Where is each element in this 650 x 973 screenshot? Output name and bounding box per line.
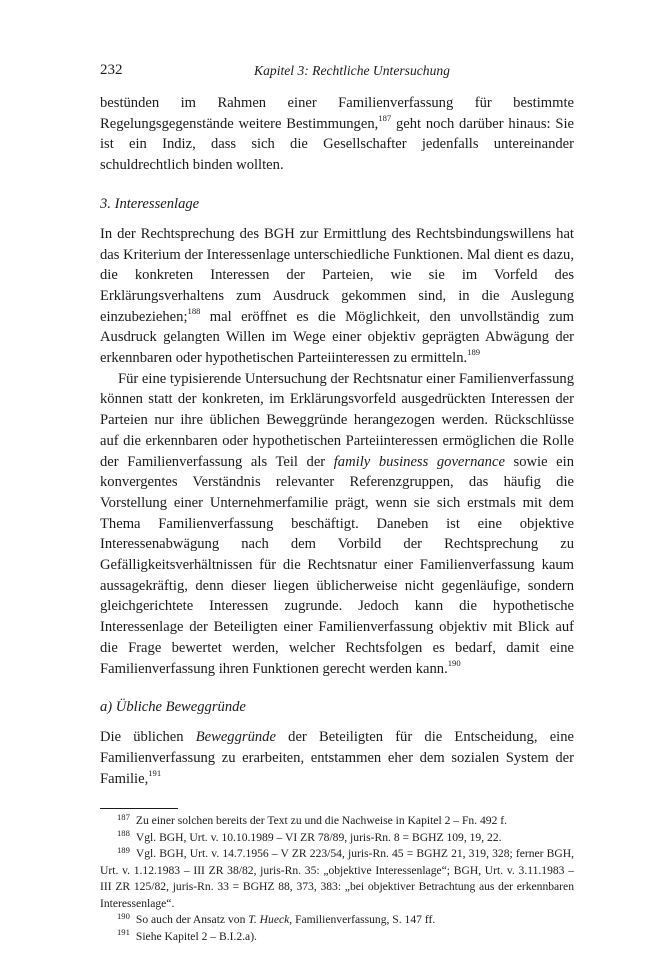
footnote-ref-191[interactable]: 191 <box>148 767 162 778</box>
paragraph-beweggruende-1: Die üblichen Beweggründe der Beteiligten für die Entscheidung, eine Familienverfassung zu erarbeiten, entstammen eher dem sozialen System der Familie,$^{191}$ <box>100 729 574 787</box>
body-text <box>100 93 574 789</box>
footnote-189: 189 Vgl. BGH, Urt. v. 14.7.1956 – V ZR 223/54, juris-Rn. 45 = BGHZ 21, 319, 328; ferner BGH, Urt. v. 1.12.1983 – III ZR 38/82, juris-Rn. 35: „objektive Interessenlage“; BGH, Urt. v. 3.11.1983 – III ZR 125/82, juris-Rn. 33 = BGHZ 88, 373, 383: „bei objektiver Betrachtung aus der erkennbaren Interessenlage“. <box>100 844 574 910</box>
footnote-188: 188 Vgl. BGH, Urt. v. 10.10.1989 – VI ZR 78/89, juris-Rn. 8 = BGHZ 109, 19, 22. <box>117 828 502 844</box>
paragraph-interessenlage-2: Für eine typisierende Untersuchung der Rechtsnatur einer Familienverfassung können statt der konkreten, im Erklärungsvorfeld ausgedrückten Interessen der Parteien nur ihre üblichen Beweggründe herangezogen werden. Rückschlüsse auf die erkennbaren oder hypothetischen Parteiinteressen ermöglichen die Rolle der Familienverfassung als Teil der family business governance sowie ein konvergentes Verständnis relevanter Referenzgruppen, das häufig die Vorstellung einer Unternehmerfamilie prägt, wenn sie sich erstmals mit dem Thema Familienverfassung beschäftigt. Daneben ist eine objektive Interessenabwägung nach dem Vorbild der Rechtsprechung zu Gefälligkeitsverhältnissen für die Rechtsnatur einer Familienverfassung kaum aussagekräftig, denn dieser liegen üblicherweise nicht gegenläufige, sondern gleichgerichtete Interessen zugrunde. Jedoch kann die hypothetische Interessenlage der Beteiligten einer Familienverfassung objektiv mit Blick auf die Frage bewertet werden, welcher Rechtsfolgen es bedarf, damit eine Familienverfassung ihren Funktionen gerecht werden kann.$^{190}$ <box>100 370 574 677</box>
paragraph-interessenlage-1: In der Rechtsprechung des BGH zur Ermittlung des Rechtsbindungswillens hat das Kriterium der Interessenlage unterschiedliche Funktionen. Mal dient es dazu, die konkreten Interessen der Parteien, wie sie im Vorfeld des Erklärungsverhaltens zum Ausdruck gekommen sind, in die Auslegung einzubeziehen;$^{188}$ mal eröffnet es die Möglichkeit, den unvollständig zum Ausdruck gelangten Willen im Wege einer objektiv geprägten Abwägung der erkennbaren oder hypothetischen Parteiinteressen zu ermitteln.$^{189}$ <box>100 225 574 367</box>
footnotes <box>100 813 574 945</box>
running-title: Kapitel 3: Rechtliche Untersuchung <box>254 63 450 78</box>
footnote-191: 191 Siehe Kapitel 2 – B.I.2.a). <box>117 927 257 943</box>
emphasis-term: Beweggründe <box>195 729 276 746</box>
footnote-ref-187[interactable]: 187 <box>378 112 392 123</box>
footnote-ref-188[interactable]: 188 <box>187 305 201 316</box>
running-header <box>100 62 574 82</box>
author-name: T. Hueck <box>248 913 290 927</box>
footnote-separator <box>100 808 178 809</box>
section-heading-interessenlage: 3. Interessenlage <box>100 195 200 212</box>
footnote-ref-190[interactable]: 190 <box>447 657 461 668</box>
emphasis-term: family business governance <box>333 453 505 470</box>
footnote-187: 187 Zu einer solchen bereits der Text zu und die Nachweise in Kapitel 2 – Fn. 492 f. <box>117 811 508 828</box>
footnote-190: 190 So auch der Ansatz von T. Hueck, Familienverfassung, S. 147 ff. <box>117 910 436 927</box>
book-page <box>100 62 574 945</box>
section-heading-beweggruende: a) Übliche Beweggründe <box>100 699 246 716</box>
paragraph-intro: bestünden im Rahmen einer Familienverfassung für bestimmte Regelungsgegenstände weitere Bestimmungen,$^{187}$ geht noch darüber hinaus: Sie ist ein Indiz, dass sich die Gesellschafter jedenfalls untereinander schuldrechtlich binden wollten. <box>100 95 574 174</box>
page-number: 232 <box>100 62 123 78</box>
footnote-ref-189[interactable]: 189 <box>467 347 481 358</box>
